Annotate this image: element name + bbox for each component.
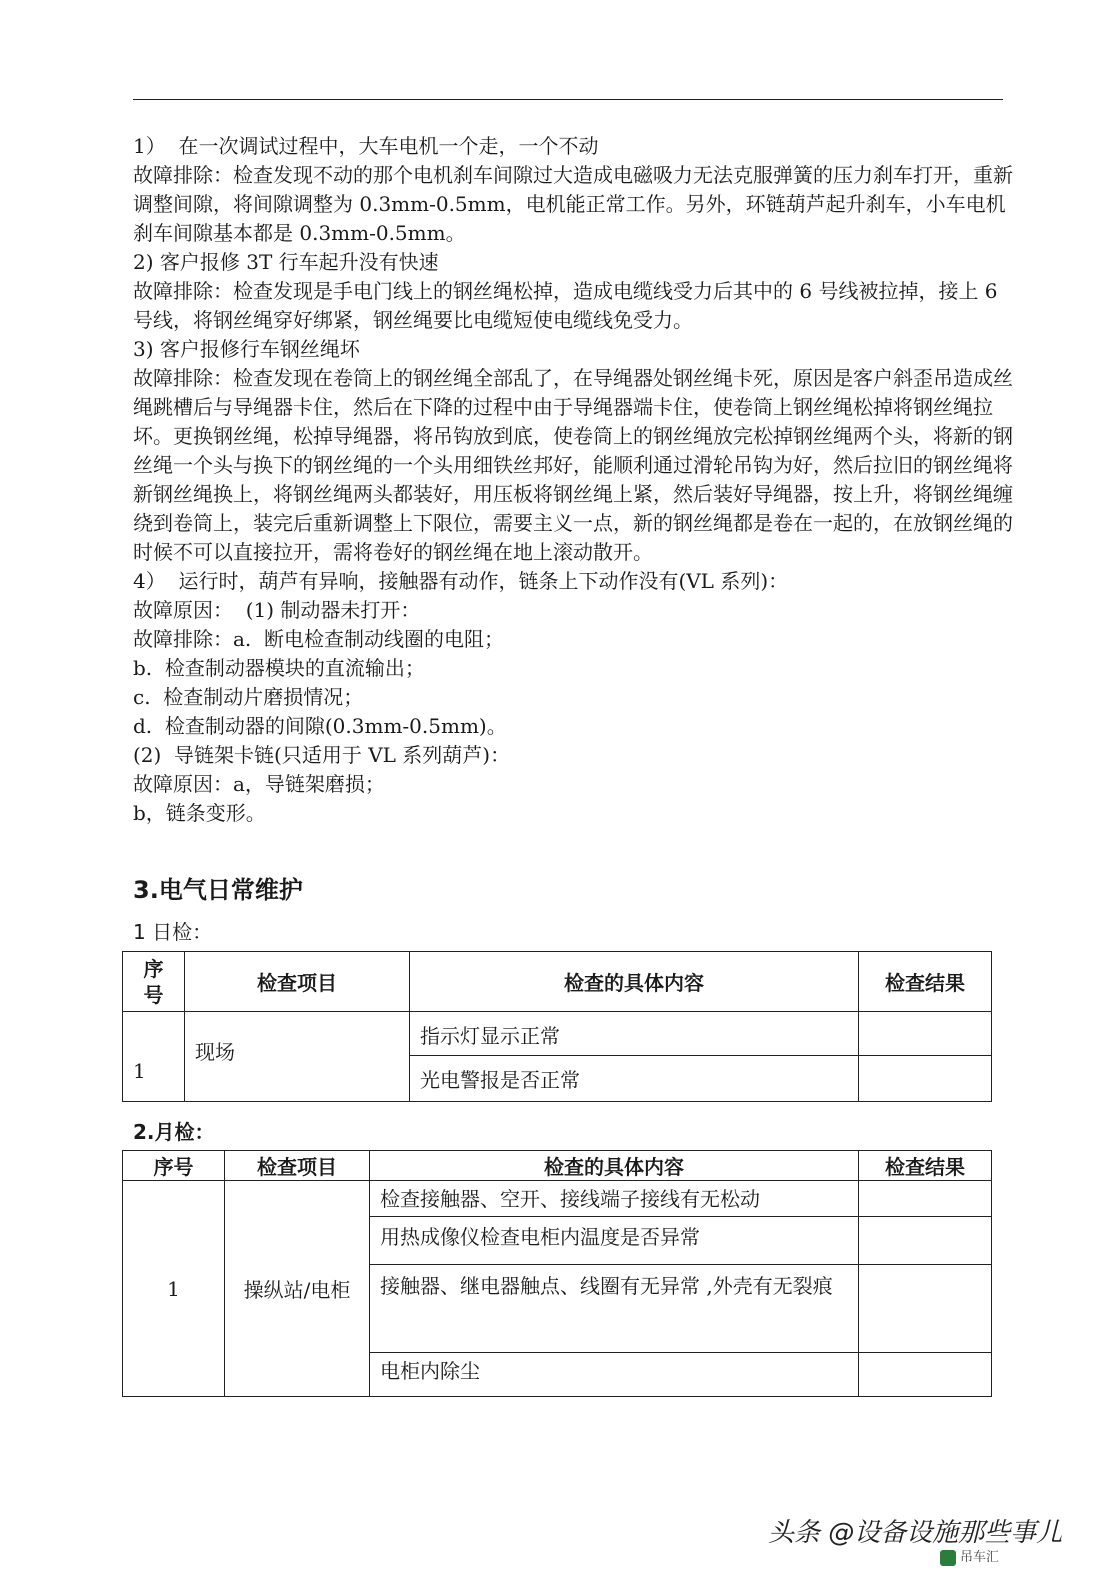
result-cell[interactable] [859, 1353, 992, 1397]
brand-logo [940, 1546, 999, 1566]
row-seq: 1 [123, 1181, 225, 1397]
header-seq: 序号 [123, 1151, 225, 1181]
header-item: 检查项目 [185, 952, 410, 1012]
paragraph: d. 检查制动器的间隙(0.3mm-0.5mm)。 [133, 714, 507, 738]
content-cell: 接触器、继电器触点、线圈有无异常 ,外壳有无裂痕 [370, 1265, 859, 1353]
paragraph: 1） 在一次调试过程中，大车电机一个走，一个不动 [133, 134, 599, 158]
result-cell[interactable] [859, 1012, 992, 1056]
result-cell[interactable] [859, 1056, 992, 1102]
row-item: 操纵站/电柜 [225, 1181, 370, 1397]
header-result: 检查结果 [859, 1151, 992, 1181]
paragraph: 故障排除：a. 断电检查制动线圈的电阻； [133, 627, 504, 651]
header-seq: 序号 [123, 952, 185, 1012]
content-cell: 电柜内除尘 [370, 1353, 859, 1397]
paragraph: 故障排除：检查发现不动的那个电机刹车间隙过大造成电磁吸力无法克服弹簧的压力刹车打开，重新调整间隙，将间隙调整为 0.3mm-0.5mm，电机能正常工作。另外，环链葫芦起升刹车，小车电机刹车间隙基本都是 0.3mm-0.5mm。 [133, 163, 1013, 245]
paragraph: 故障原因： (1) 制动器未打开： [133, 598, 421, 622]
header-item: 检查项目 [225, 1151, 370, 1181]
content-cell: 指示灯显示正常 [410, 1012, 859, 1056]
daily-check-table [122, 951, 992, 1102]
logo-text: 吊车汇 [960, 1550, 1000, 1565]
monthly-check-title: 2.月检： [133, 1120, 215, 1144]
paragraph: 3) 客户报修行车钢丝绳坏 [133, 337, 360, 361]
logo-icon [940, 1550, 956, 1566]
paragraph: b，链条变形。 [133, 801, 266, 825]
result-cell[interactable] [859, 1217, 992, 1265]
row-seq: 1 [123, 1012, 185, 1102]
table-header-row [123, 952, 992, 1012]
paragraph: (2) 导链架卡链(只适用于 VL 系列葫芦)： [133, 743, 511, 767]
paragraph: b. 检查制动器模块的直流输出； [133, 656, 425, 680]
paragraph: 故障排除：检查发现是手电门线上的钢丝绳松掉，造成电缆线受力后其中的 6 号线被拉掉，接上 6 号线，将钢丝绳穿好绑紧，钢丝绳要比电缆短使电缆线免受力。 [133, 279, 1004, 332]
paragraph: 2) 客户报修 3T 行车起升没有快速 [133, 250, 439, 274]
header-content: 检查的具体内容 [410, 952, 859, 1012]
monthly-check-table [122, 1150, 992, 1397]
daily-check-title: 1 日检： [133, 920, 213, 944]
paragraph: c. 检查制动片磨损情况； [133, 685, 364, 709]
paragraph: 故障原因：a，导链架磨损； [133, 772, 385, 796]
paragraph: 故障排除：检查发现在卷筒上的钢丝绳全部乱了，在导绳器处钢丝绳卡死，原因是客户斜歪吊造成丝绳跳槽后与导绳器卡住，然后在下降的过程中由于导绳器端卡住，使卷筒上钢丝绳松掉将钢丝绳拉坏。更换钢丝绳，松掉导绳器，将吊钩放到底，使卷筒上的钢丝绳放完松掉钢丝绳两个头，将新的钢丝绳一个头与换下的钢丝绳的一个头用细铁丝邦好，能顺利通过滑轮吊钩为好，然后拉旧的钢丝绳将新钢丝绳换上，将钢丝绳两头都装好，用压板将钢丝绳上紧，然后装好导绳器，按上升，将钢丝绳缠绕到卷筒上，装完后重新调整上下限位，需要主义一点，新的钢丝绳都是卷在一起的，在放钢丝绳的时候不可以直接拉开，需将卷好的钢丝绳在地上滚动散开。 [133, 366, 1013, 564]
content-cell: 检查接触器、空开、接线端子接线有无松动 [370, 1181, 859, 1217]
header-rule [133, 99, 1003, 100]
result-cell[interactable] [859, 1265, 992, 1353]
content-cell: 用热成像仪检查电柜内温度是否异常 [370, 1217, 859, 1265]
table-header-row [123, 1151, 992, 1181]
paragraph: 4） 运行时，葫芦有异响，接触器有动作，链条上下动作没有(VL 系列)： [133, 569, 789, 593]
content-cell: 光电警报是否正常 [410, 1056, 859, 1102]
header-result: 检查结果 [859, 952, 992, 1012]
table-row [123, 1181, 992, 1217]
watermark: 头条 @设备设施那些事儿 [768, 1518, 1063, 1548]
body-text [133, 132, 1013, 828]
row-item: 现场 [185, 1012, 410, 1102]
section-title: 3.电气日常维护 [133, 876, 303, 904]
header-content: 检查的具体内容 [370, 1151, 859, 1181]
table-row [123, 1012, 992, 1056]
result-cell[interactable] [859, 1181, 992, 1217]
